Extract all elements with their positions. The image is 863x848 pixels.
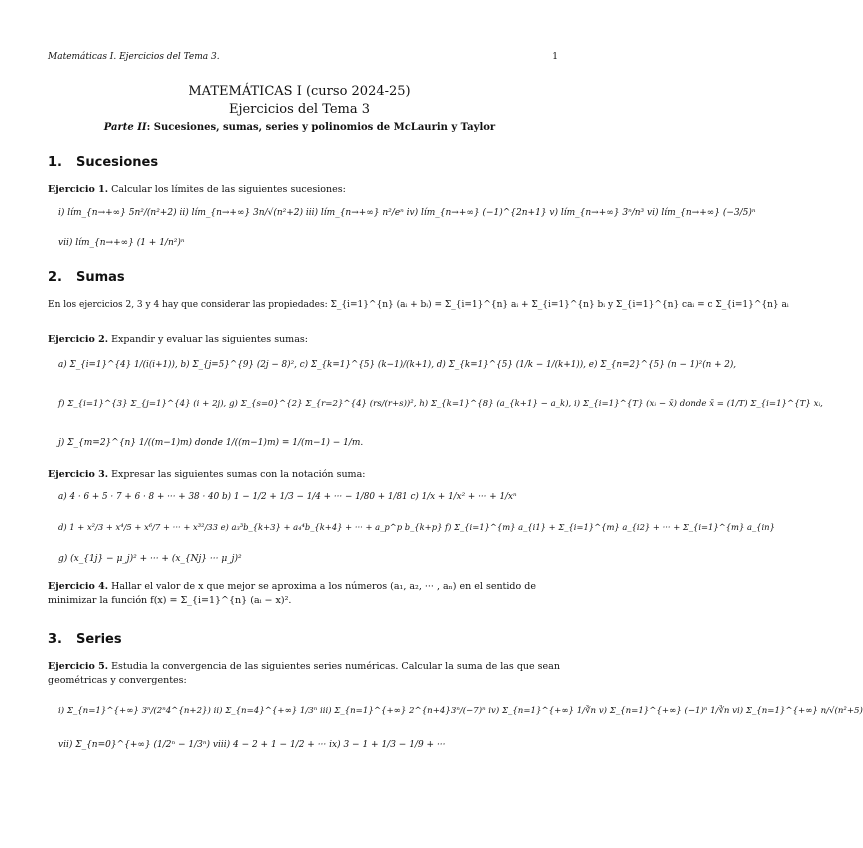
exercise-4-statement: Ejercicio 4. Hallar el valor de x que mejor se aproxima a los números (a₁, a₂, ··· , aₙ) en el sentido de minimizar la función f(x) = Σ_{i=1}^{n} (aᵢ − x)². — [48, 581, 536, 606]
sheet-title: Ejercicios del Tema 3 — [228, 102, 371, 117]
exercise-2-items-row-2: f) Σ_{i=1}^{3} Σ_{j=1}^{4} (i + 2j), g) Σ_{s=0}^{2} Σ_{r=2}^{4} (rs/(r+s))², h) Σ_{k=1}^{8} (a_{k+1} − a_k), i) Σ_{i=1}^{T} (xᵢ − x̄) donde x̄ = (1/T) Σ_{i=1}^{T} xᵢ, — [58, 399, 823, 409]
exercise-1-label: Ejercicio 1. — [48, 184, 109, 195]
exercise-3-label: Ejercicio 3. — [48, 469, 109, 480]
section-heading-series: 3. Series — [48, 632, 122, 647]
exercise-5-items-row-1: i) Σ_{n=1}^{+∞} 3ⁿ/(2ⁿ4^{n+2}) ii) Σ_{n=4}^{+∞} 1/3ⁿ iii) Σ_{n=1}^{+∞} 2^{n+4}3ⁿ/(−7)ⁿ iv) Σ_{n=1}^{+∞} 1/∛n v) Σ_{n=1}^{+∞} (−1)ⁿ 1/∛n vi) Σ_{n=1}^{+∞} n/√(n²+5) — [58, 706, 863, 716]
running-header — [48, 52, 558, 62]
exercise-1-statement: Ejercicio 1. Calcular los límites de las siguientes sucesiones: — [48, 184, 346, 195]
page-number: 1 — [552, 52, 558, 62]
exercise-5-items-row-2: vii) Σ_{n=0}^{+∞} (1/2ⁿ − 1/3ⁿ) viii) 4 − 2 + 1 − 1/2 + ··· ix) 3 − 1 + 1/3 − 1/9 + ··· — [58, 740, 446, 750]
course-title: MATEMÁTICAS I (curso 2024-25) — [188, 84, 411, 99]
exercise-1-items-row-1: i) lím_{n→+∞} 5n²/(n²+2) ii) lím_{n→+∞} 3n/√(n²+2) iii) lím_{n→+∞} n²/eⁿ iv) lím_{n→+∞} (−1)^{2n+1} v) lím_{n→+∞} 3ⁿ/n³ vi) lím_{n→+∞} (−3/5)ⁿ — [58, 208, 756, 218]
part-label: Parte II — [103, 122, 147, 133]
part-rest: : Sucesiones, sumas, series y polinomios de McLaurin y Taylor — [146, 122, 496, 133]
exercise-3-items-row-2: d) 1 + x²/3 + x⁴/5 + x⁶/7 + ··· + x³²/33 e) a₃³b_{k+3} + a₄⁴b_{k+4} + ··· + a_p^p b_{k+p} f) Σ_{i=1}^{m} a_{i1} + Σ_{i=1}^{m} a_{i2} + ··· + Σ_{i=1}^{m} a_{in} — [58, 522, 775, 532]
exercise-1-items-row-2: vii) lím_{n→+∞} (1 + 1/n²)ⁿ — [58, 238, 185, 248]
exercise-2-items-row-1: a) Σ_{i=1}^{4} 1/(i(i+1)), b) Σ_{j=5}^{9} (2j − 8)², c) Σ_{k=1}^{5} (k−1)/(k+1), d) Σ_{k=1}^{5} (1/k − 1/(k+1)), e) Σ_{n=2}^{5} (n − 1)²(n + 2), — [58, 360, 737, 370]
exercise-5-label: Ejercicio 5. — [48, 661, 109, 672]
exercise-2-items-row-3: j) Σ_{m=2}^{n} 1/((m−1)m) donde 1/((m−1)m) = 1/(m−1) − 1/m. — [58, 438, 364, 448]
section-heading-sucesiones: 1. Sucesiones — [48, 155, 159, 170]
part-subtitle — [0, 122, 599, 133]
section-heading-sumas: 2. Sumas — [48, 270, 125, 285]
exercise-3-items-row-1: a) 4 · 6 + 5 · 7 + 6 · 8 + ··· + 38 · 40 b) 1 − 1/2 + 1/3 − 1/4 + ··· − 1/80 + 1/81 c) 1/x + 1/x² + ··· + 1/xⁿ — [58, 492, 517, 502]
exercise-3-statement: Ejercicio 3. Expresar las siguientes sumas con la notación suma: — [48, 469, 366, 480]
exercise-2-statement: Ejercicio 2. Expandir y evaluar las siguientes sumas: — [48, 334, 308, 345]
exercise-3-items-row-3: g) (x_{1j} − μ_j)² + ··· + (x_{Nj} ··· μ_j)² — [58, 554, 242, 564]
exercise-2-label: Ejercicio 2. — [48, 334, 109, 345]
exercise-4-label: Ejercicio 4. — [48, 581, 109, 592]
exercise-5-statement: Ejercicio 5. Estudia la convergencia de las siguientes series numéricas. Calcular la suma de las que sean geométricas y convergentes: — [48, 661, 560, 686]
sum-properties-intro: En los ejercicios 2, 3 y 4 hay que considerar las propiedades: Σ_{i=1}^{n} (aᵢ + bᵢ) = Σ_{i=1}^{n} aᵢ + Σ_{i=1}^{n} bᵢ y Σ_{i=1}^{n} caᵢ = c Σ_{i=1}^{n} aᵢ — [48, 300, 789, 310]
header-text: Matemáticas I. Ejercicios del Tema 3. — [48, 52, 220, 62]
